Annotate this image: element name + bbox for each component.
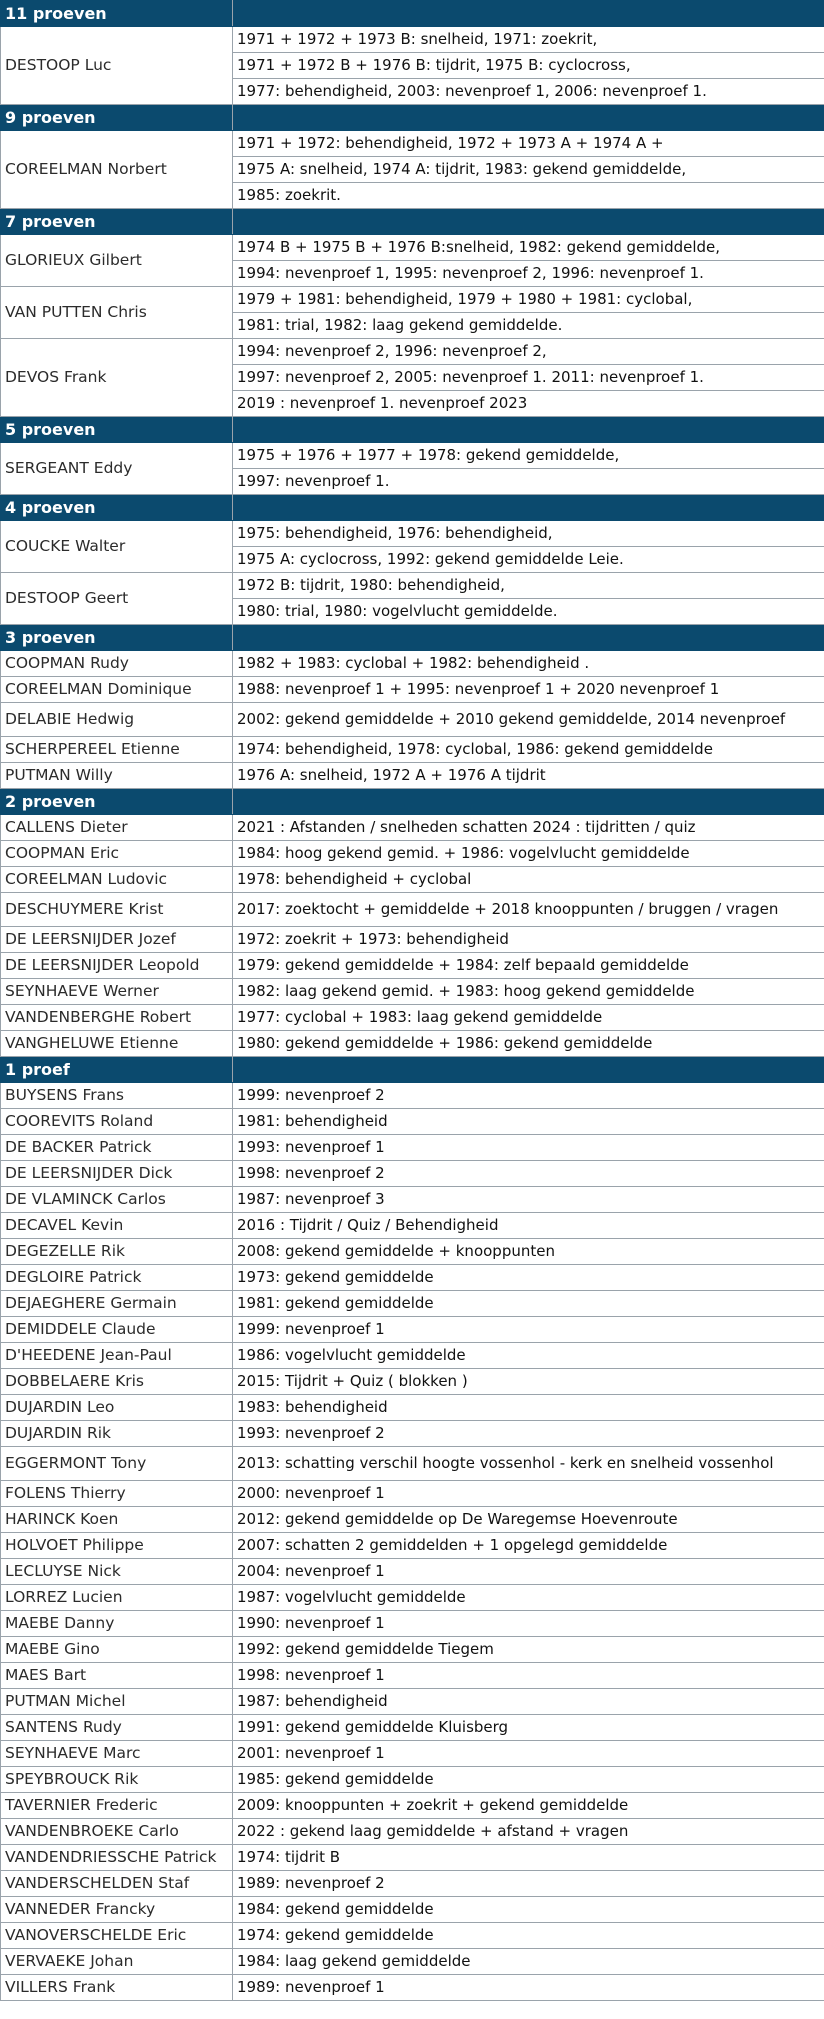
proof-details: 1980: gekend gemiddelde + 1986: gekend gemiddelde — [233, 1031, 824, 1057]
participant-name: VANOVERSCHELDE Eric — [1, 1923, 233, 1949]
table-row — [1, 1369, 824, 1395]
proof-details: 1984: hoog gekend gemid. + 1986: vogelvlucht gemiddelde — [233, 841, 824, 867]
table-row — [1, 893, 824, 927]
participant-name: SEYNHAEVE Werner — [1, 979, 233, 1005]
proof-details: 1985: gekend gemiddelde — [233, 1767, 824, 1793]
proof-details: 1982: laag gekend gemid. + 1983: hoog gekend gemiddelde — [233, 979, 824, 1005]
table-row — [1, 1083, 824, 1109]
proof-details: 1975: behendigheid, 1976: behendigheid, — [233, 521, 824, 547]
proof-details: 1982 + 1983: cyclobal + 1982: behendigheid . — [233, 651, 824, 677]
participant-name: LECLUYSE Nick — [1, 1559, 233, 1585]
group-title: 1 proef — [1, 1057, 233, 1083]
table-row — [1, 953, 824, 979]
table-row — [1, 1421, 824, 1447]
participant-name: DEGLOIRE Patrick — [1, 1265, 233, 1291]
proof-details: 2022 : gekend laag gemiddelde + afstand + vragen — [233, 1819, 824, 1845]
table-row — [1, 1741, 824, 1767]
participant-name: VILLERS Frank — [1, 1975, 233, 2001]
participant-name: COREELMAN Ludovic — [1, 867, 233, 893]
proof-details: 1988: nevenproef 1 + 1995: nevenproef 1 + 2020 nevenproef 1 — [233, 677, 824, 703]
table-row — [1, 287, 824, 313]
table-row — [1, 1689, 824, 1715]
table-row — [1, 1317, 824, 1343]
table-row — [1, 815, 824, 841]
table-row — [1, 1481, 824, 1507]
table-row — [1, 1793, 824, 1819]
participant-name: MAEBE Gino — [1, 1637, 233, 1663]
proof-details: 1997: nevenproef 2, 2005: nevenproef 1. 2011: nevenproef 1. — [233, 365, 824, 391]
table-row — [1, 1923, 824, 1949]
table-row — [1, 27, 824, 53]
group-header-row — [1, 1057, 824, 1083]
group-title: 9 proeven — [1, 105, 233, 131]
proof-details: 1972: zoekrit + 1973: behendigheid — [233, 927, 824, 953]
group-header-row — [1, 789, 824, 815]
table-row — [1, 927, 824, 953]
proof-details: 2021 : Afstanden / snelheden schatten 2024 : tijdritten / quiz — [233, 815, 824, 841]
participant-name: SPEYBROUCK Rik — [1, 1767, 233, 1793]
proof-details: 1981: gekend gemiddelde — [233, 1291, 824, 1317]
proof-details: 1998: nevenproef 2 — [233, 1161, 824, 1187]
proof-details: 2015: Tijdrit + Quiz ( blokken ) — [233, 1369, 824, 1395]
table-row — [1, 1507, 824, 1533]
table-row — [1, 1187, 824, 1213]
participant-name: COUCKE Walter — [1, 521, 233, 573]
participant-name: CALLENS Dieter — [1, 815, 233, 841]
table-row — [1, 1767, 824, 1793]
table-row — [1, 1161, 824, 1187]
proof-details: 1975 + 1976 + 1977 + 1978: gekend gemiddelde, — [233, 443, 824, 469]
proof-details: 1999: nevenproef 2 — [233, 1083, 824, 1109]
participant-name: COREELMAN Dominique — [1, 677, 233, 703]
participant-name: DEJAEGHERE Germain — [1, 1291, 233, 1317]
table-row — [1, 763, 824, 789]
proof-details: 1989: nevenproef 1 — [233, 1975, 824, 2001]
participant-name: DOBBELAERE Kris — [1, 1369, 233, 1395]
proof-details: 1974: gekend gemiddelde — [233, 1923, 824, 1949]
proof-details: 1975 A: snelheid, 1974 A: tijdrit, 1983: gekend gemiddelde, — [233, 157, 824, 183]
proof-details: 1994: nevenproef 2, 1996: nevenproef 2, — [233, 339, 824, 365]
participant-name: DESTOOP Geert — [1, 573, 233, 625]
participant-name: VERVAEKE Johan — [1, 1949, 233, 1975]
participant-name: DESCHUYMERE Krist — [1, 893, 233, 927]
proof-details: 1981: behendigheid — [233, 1109, 824, 1135]
proof-details: 1987: vogelvlucht gemiddelde — [233, 1585, 824, 1611]
participant-name: VANDERSCHELDEN Staf — [1, 1871, 233, 1897]
proof-details: 1974: behendigheid, 1978: cyclobal, 1986: gekend gemiddelde — [233, 737, 824, 763]
table-row — [1, 1447, 824, 1481]
proof-details: 1993: nevenproef 2 — [233, 1421, 824, 1447]
proof-details: 1971 + 1972 B + 1976 B: tijdrit, 1975 B: cyclocross, — [233, 53, 824, 79]
proof-details: 1971 + 1972 + 1973 B: snelheid, 1971: zoekrit, — [233, 27, 824, 53]
proof-details: 2002: gekend gemiddelde + 2010 gekend gemiddelde, 2014 nevenproef — [233, 703, 824, 737]
participant-name: DECAVEL Kevin — [1, 1213, 233, 1239]
participant-name: DUJARDIN Leo — [1, 1395, 233, 1421]
proof-details: 1984: gekend gemiddelde — [233, 1897, 824, 1923]
participant-name: MAEBE Danny — [1, 1611, 233, 1637]
participant-name: COOREVITS Roland — [1, 1109, 233, 1135]
proof-details: 2007: schatten 2 gemiddelden + 1 opgelegd gemiddelde — [233, 1533, 824, 1559]
proof-details: 1981: trial, 1982: laag gekend gemiddelde. — [233, 313, 824, 339]
proof-details: 2016 : Tijdrit / Quiz / Behendigheid — [233, 1213, 824, 1239]
group-header-spacer — [233, 105, 824, 131]
participant-name: DE VLAMINCK Carlos — [1, 1187, 233, 1213]
table-row — [1, 1031, 824, 1057]
participant-name: DUJARDIN Rik — [1, 1421, 233, 1447]
group-header-spacer — [233, 209, 824, 235]
table-row — [1, 979, 824, 1005]
proof-details: 1987: behendigheid — [233, 1689, 824, 1715]
table-row — [1, 339, 824, 365]
table-row — [1, 703, 824, 737]
proof-details: 1998: nevenproef 1 — [233, 1663, 824, 1689]
participant-name: DESTOOP Luc — [1, 27, 233, 105]
table-row — [1, 737, 824, 763]
group-header-spacer — [233, 1, 824, 27]
participant-name: SEYNHAEVE Marc — [1, 1741, 233, 1767]
table-row — [1, 235, 824, 261]
participant-name: LORREZ Lucien — [1, 1585, 233, 1611]
table-row — [1, 1663, 824, 1689]
table-row — [1, 1291, 824, 1317]
participant-name: SCHERPEREEL Etienne — [1, 737, 233, 763]
participant-name: DEGEZELLE Rik — [1, 1239, 233, 1265]
participant-name: DELABIE Hedwig — [1, 703, 233, 737]
participant-name: DEVOS Frank — [1, 339, 233, 417]
participant-name: BUYSENS Frans — [1, 1083, 233, 1109]
participant-name: HARINCK Koen — [1, 1507, 233, 1533]
group-title: 11 proeven — [1, 1, 233, 27]
group-header-row — [1, 625, 824, 651]
proof-details: 1974 B + 1975 B + 1976 B:snelheid, 1982: gekend gemiddelde, — [233, 235, 824, 261]
participant-name: VANGHELUWE Etienne — [1, 1031, 233, 1057]
participant-name: VANDENBROEKE Carlo — [1, 1819, 233, 1845]
participant-name: D'HEEDENE Jean-Paul — [1, 1343, 233, 1369]
proof-details: 1971 + 1972: behendigheid, 1972 + 1973 A + 1974 A + — [233, 131, 824, 157]
proof-details: 1974: tijdrit B — [233, 1845, 824, 1871]
participant-name: HOLVOET Philippe — [1, 1533, 233, 1559]
table-row — [1, 131, 824, 157]
table-row — [1, 841, 824, 867]
participant-name: VANNEDER Francky — [1, 1897, 233, 1923]
table-row — [1, 1897, 824, 1923]
table-row — [1, 1559, 824, 1585]
participant-name: DE BACKER Patrick — [1, 1135, 233, 1161]
proof-details: 1989: nevenproef 2 — [233, 1871, 824, 1897]
participant-name: SERGEANT Eddy — [1, 443, 233, 495]
proof-details: 1976 A: snelheid, 1972 A + 1976 A tijdrit — [233, 763, 824, 789]
group-header-spacer — [233, 495, 824, 521]
table-row — [1, 573, 824, 599]
group-title: 2 proeven — [1, 789, 233, 815]
table-row — [1, 1715, 824, 1741]
table-row — [1, 1239, 824, 1265]
proof-details: 1999: nevenproef 1 — [233, 1317, 824, 1343]
participant-name: COOPMAN Rudy — [1, 651, 233, 677]
proof-details: 1990: nevenproef 1 — [233, 1611, 824, 1637]
participant-name: TAVERNIER Frederic — [1, 1793, 233, 1819]
group-header-spacer — [233, 625, 824, 651]
table-row — [1, 677, 824, 703]
participant-name: VANDENBERGHE Robert — [1, 1005, 233, 1031]
proof-details: 1983: behendigheid — [233, 1395, 824, 1421]
proof-details: 2008: gekend gemiddelde + knooppunten — [233, 1239, 824, 1265]
table-row — [1, 521, 824, 547]
table-row — [1, 1343, 824, 1369]
participant-name: MAES Bart — [1, 1663, 233, 1689]
table-row — [1, 1005, 824, 1031]
proof-details: 2009: knooppunten + zoekrit + gekend gemiddelde — [233, 1793, 824, 1819]
participant-name: PUTMAN Michel — [1, 1689, 233, 1715]
proof-details: 1980: trial, 1980: vogelvlucht gemiddelde. — [233, 599, 824, 625]
group-header-row — [1, 417, 824, 443]
proof-details: 1972 B: tijdrit, 1980: behendigheid, — [233, 573, 824, 599]
proof-details: 1979 + 1981: behendigheid, 1979 + 1980 + 1981: cyclobal, — [233, 287, 824, 313]
proof-details: 1993: nevenproef 1 — [233, 1135, 824, 1161]
group-header-row — [1, 1, 824, 27]
proof-details: 1992: gekend gemiddelde Tiegem — [233, 1637, 824, 1663]
group-header-row — [1, 209, 824, 235]
participant-name: GLORIEUX Gilbert — [1, 235, 233, 287]
group-header-spacer — [233, 789, 824, 815]
participant-name: DE LEERSNIJDER Leopold — [1, 953, 233, 979]
participant-name: COOPMAN Eric — [1, 841, 233, 867]
proof-details: 1997: nevenproef 1. — [233, 469, 824, 495]
proof-details: 1986: vogelvlucht gemiddelde — [233, 1343, 824, 1369]
participant-name: COREELMAN Norbert — [1, 131, 233, 209]
group-header-spacer — [233, 417, 824, 443]
group-header-row — [1, 495, 824, 521]
proof-details: 2000: nevenproef 1 — [233, 1481, 824, 1507]
proof-details: 1979: gekend gemiddelde + 1984: zelf bepaald gemiddelde — [233, 953, 824, 979]
table-row — [1, 1819, 824, 1845]
table-row — [1, 443, 824, 469]
proof-details: 2017: zoektocht + gemiddelde + 2018 knooppunten / bruggen / vragen — [233, 893, 824, 927]
proof-details: 1991: gekend gemiddelde Kluisberg — [233, 1715, 824, 1741]
proof-details: 1977: cyclobal + 1983: laag gekend gemiddelde — [233, 1005, 824, 1031]
table-row — [1, 1845, 824, 1871]
proof-details: 2019 : nevenproef 1. nevenproef 2023 — [233, 391, 824, 417]
proof-details: 1994: nevenproef 1, 1995: nevenproef 2, 1996: nevenproef 1. — [233, 261, 824, 287]
table-row — [1, 1135, 824, 1161]
participant-name: DE LEERSNIJDER Jozef — [1, 927, 233, 953]
table-row — [1, 1213, 824, 1239]
participant-name: SANTENS Rudy — [1, 1715, 233, 1741]
participant-name: PUTMAN Willy — [1, 763, 233, 789]
table-row — [1, 1975, 824, 2001]
table-row — [1, 1585, 824, 1611]
proof-details: 1978: behendigheid + cyclobal — [233, 867, 824, 893]
table-row — [1, 1949, 824, 1975]
table-row — [1, 1395, 824, 1421]
group-title: 5 proeven — [1, 417, 233, 443]
proof-details: 1977: behendigheid, 2003: nevenproef 1, 2006: nevenproef 1. — [233, 79, 824, 105]
proof-details: 1985: zoekrit. — [233, 183, 824, 209]
participant-name: DE LEERSNIJDER Dick — [1, 1161, 233, 1187]
table-row — [1, 1109, 824, 1135]
group-header-row — [1, 105, 824, 131]
proof-details: 2001: nevenproef 1 — [233, 1741, 824, 1767]
proof-details: 1973: gekend gemiddelde — [233, 1265, 824, 1291]
table-row — [1, 1611, 824, 1637]
table-row — [1, 651, 824, 677]
group-title: 7 proeven — [1, 209, 233, 235]
group-title: 4 proeven — [1, 495, 233, 521]
table-row — [1, 1265, 824, 1291]
proof-details: 1975 A: cyclocross, 1992: gekend gemiddelde Leie. — [233, 547, 824, 573]
group-title: 3 proeven — [1, 625, 233, 651]
participant-name: DEMIDDELE Claude — [1, 1317, 233, 1343]
proof-details: 1984: laag gekend gemiddelde — [233, 1949, 824, 1975]
table-row — [1, 867, 824, 893]
participant-name: FOLENS Thierry — [1, 1481, 233, 1507]
results-table-body — [1, 1, 824, 2001]
proof-details: 2012: gekend gemiddelde op De Waregemse Hoevenroute — [233, 1507, 824, 1533]
table-row — [1, 1637, 824, 1663]
proof-details: 2013: schatting verschil hoogte vossenhol - kerk en snelheid vossenhol — [233, 1447, 824, 1481]
group-header-spacer — [233, 1057, 824, 1083]
participant-name: VANDENDRIESSCHE Patrick — [1, 1845, 233, 1871]
proof-details: 2004: nevenproef 1 — [233, 1559, 824, 1585]
table-row — [1, 1533, 824, 1559]
table-row — [1, 1871, 824, 1897]
proof-details: 1987: nevenproef 3 — [233, 1187, 824, 1213]
participant-name: VAN PUTTEN Chris — [1, 287, 233, 339]
participant-name: EGGERMONT Tony — [1, 1447, 233, 1481]
